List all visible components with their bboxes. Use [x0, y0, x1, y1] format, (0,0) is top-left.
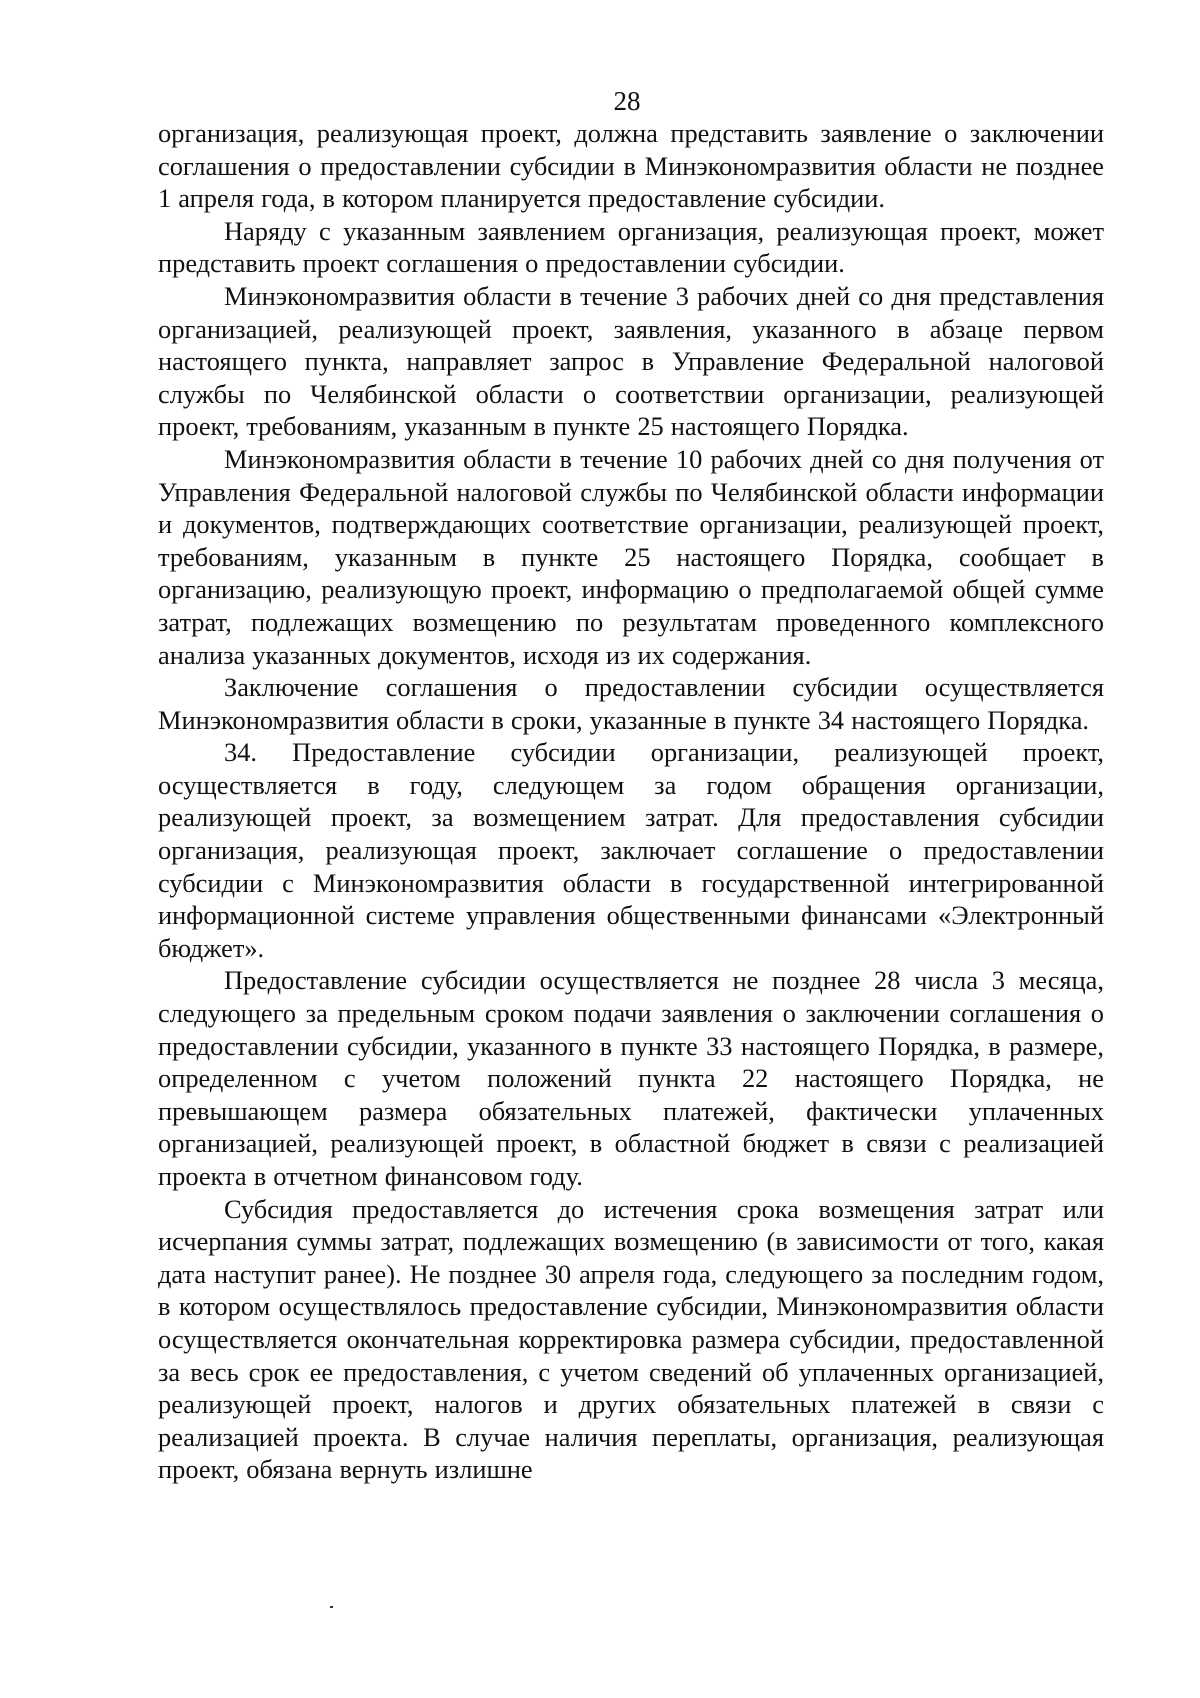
paragraph-section-34: 34. Предоставление субсидии организации, реализующей проект, осуществляется в году, следующем за годом обращения организации, реализующей проект, за возмещением затрат. Для предоставления субсидии организация, реализующая проект, заключает соглашение о предоставлении субсидии с Минэкономразвития области в государственной интегрированной информационной системе управления общественными финансами «Электронный бюджет».	[158, 737, 1104, 963]
paragraph: Минэкономразвития области в течение 10 рабочих дней со дня получения от Управления Федеральной налоговой службы по Челябинской области информации и документов, подтверждающих соответствие организации, реализующей проект, требованиям, указанным в пункте 25 настоящего Порядка, сообщает в организацию, реализующую проект, информацию о предполагаемой общей сумме затрат, подлежащих возмещению по результатам проведенного комплексного анализа указанных документов, исходя из их содержания.	[158, 443, 1104, 670]
paragraph: Наряду с указанным заявлением организация, реализующая проект, может представить проект соглашения о предоставлении субсидии.	[158, 215, 1104, 279]
scan-speck	[330, 1606, 333, 1608]
paragraph: Предоставление субсидии осуществляется не позднее 28 числа 3 месяца, следующего за предельным сроком подачи заявления о заключении соглашения о предоставлении субсидии, указанного в пункте 33 настоящего Порядка, в размере, определенном с учетом положений пункта 22 настоящего Порядка, не превышающем размера обязательных платежей, фактически уплаченных организацией, реализующей проект, в областной бюджет в связи с реализацией проекта в отчетном финансовом году.	[158, 965, 1104, 1191]
paragraph: организация, реализующая проект, должна представить заявление о заключении соглашения о предоставлении субсидии в Минэкономразвития области не позднее 1 апреля года, в котором планируется предоставление субсидии.	[158, 118, 1104, 214]
paragraph: Минэкономразвития области в течение 3 рабочих дней со дня представления организацией, реализующей проект, заявления, указанного в абзаце первом настоящего пункта, направляет запрос в Управление Федеральной налоговой службы по Челябинской области о соответствии организации, реализующей проект, требованиям, указанным в пункте 25 настоящего Порядка.	[158, 280, 1104, 442]
paragraph: Заключение соглашения о предоставлении субсидии осуществляется Минэкономразвития области в сроки, указанные в пункте 34 настоящего Порядка.	[158, 672, 1104, 735]
document-body	[158, 117, 1104, 1486]
page-number: 28	[613, 86, 641, 116]
paragraph: Субсидия предоставляется до истечения срока возмещения затрат или исчерпания суммы затрат, подлежащих возмещению (в зависимости от того, какая дата наступит ранее). Не позднее 30 апреля года, следующего за последним годом, в котором осуществлялось предоставление субсидии, Минэкономразвития области осуществляется окончательная корректировка размера субсидии, предоставленной за весь срок ее предоставления, с учетом сведений об уплаченных организацией, реализующей проект, налогов и других обязательных платежей в связи с реализацией проекта. В случае наличия переплаты, организация, реализующая проект, обязана вернуть излишне	[158, 1193, 1104, 1485]
